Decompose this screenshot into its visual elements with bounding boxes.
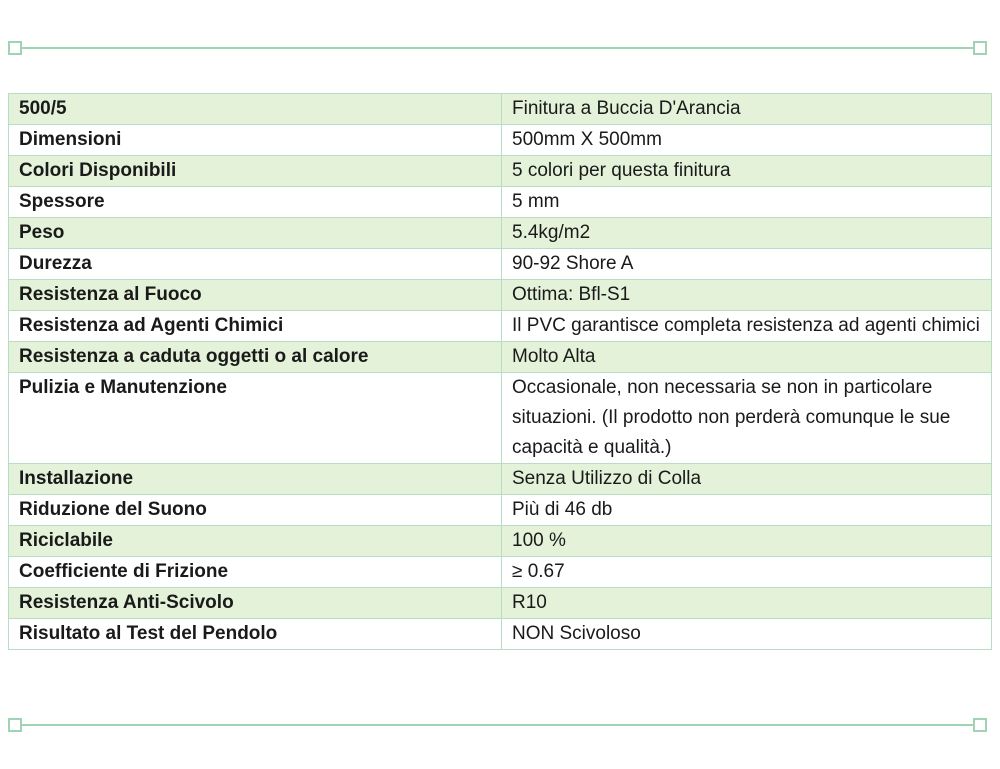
spec-label: Resistenza Anti-Scivolo: [9, 588, 502, 619]
table-row: [9, 311, 992, 342]
spec-label: Durezza: [9, 249, 502, 280]
spec-value: 90-92 Shore A: [502, 249, 992, 280]
spec-value: Il PVC garantisce completa resistenza ad agenti chimici: [502, 311, 992, 342]
frame-corner-bottom-right: [973, 718, 987, 732]
table-row: [9, 218, 992, 249]
table-row: [9, 94, 992, 125]
table-row: [9, 526, 992, 557]
table-row: [9, 249, 992, 280]
spec-label: Coefficiente di Frizione: [9, 557, 502, 588]
spec-value: Più di 46 db: [502, 495, 992, 526]
spec-label: Spessore: [9, 187, 502, 218]
spec-value: 5 colori per questa finitura: [502, 156, 992, 187]
spec-value: 100 %: [502, 526, 992, 557]
table-row: [9, 342, 992, 373]
table-row: [9, 156, 992, 187]
table-row: [9, 280, 992, 311]
spec-value: NON Scivoloso: [502, 619, 992, 650]
spec-value: Senza Utilizzo di Colla: [502, 464, 992, 495]
spec-label: 500/5: [9, 94, 502, 125]
table-row: [9, 125, 992, 156]
table-row: [9, 187, 992, 218]
spec-value: Finitura a Buccia D'Arancia: [502, 94, 992, 125]
frame-line-top: [22, 47, 973, 49]
frame-corner-bottom-left: [8, 718, 22, 732]
spec-label: Risultato al Test del Pendolo: [9, 619, 502, 650]
spec-value: 5 mm: [502, 187, 992, 218]
table-row: [9, 495, 992, 526]
spec-table: [8, 93, 992, 650]
spec-label: Dimensioni: [9, 125, 502, 156]
spec-value: Occasionale, non necessaria se non in particolare situazioni. (Il prodotto non perderà comunque le sue capacità e qualità.): [502, 373, 992, 464]
spec-value: ≥ 0.67: [502, 557, 992, 588]
frame-corner-top-left: [8, 41, 22, 55]
spec-label: Colori Disponibili: [9, 156, 502, 187]
spec-value: Ottima: Bfl-S1: [502, 280, 992, 311]
table-row: [9, 464, 992, 495]
spec-value: 500mm X 500mm: [502, 125, 992, 156]
spec-label: Resistenza ad Agenti Chimici: [9, 311, 502, 342]
spec-label: Installazione: [9, 464, 502, 495]
spec-label: Riduzione del Suono: [9, 495, 502, 526]
frame-line-bottom: [22, 724, 973, 726]
spec-value: Molto Alta: [502, 342, 992, 373]
spec-label: Resistenza al Fuoco: [9, 280, 502, 311]
spec-label: Pulizia e Manutenzione: [9, 373, 502, 464]
frame-corner-top-right: [973, 41, 987, 55]
spec-value: 5.4kg/m2: [502, 218, 992, 249]
table-row: [9, 588, 992, 619]
spec-label: Riciclabile: [9, 526, 502, 557]
spec-label: Resistenza a caduta oggetti o al calore: [9, 342, 502, 373]
table-row: [9, 619, 992, 650]
spec-table-body: [9, 94, 992, 650]
spec-label: Peso: [9, 218, 502, 249]
spec-value: R10: [502, 588, 992, 619]
table-row: [9, 373, 992, 464]
table-row: [9, 557, 992, 588]
